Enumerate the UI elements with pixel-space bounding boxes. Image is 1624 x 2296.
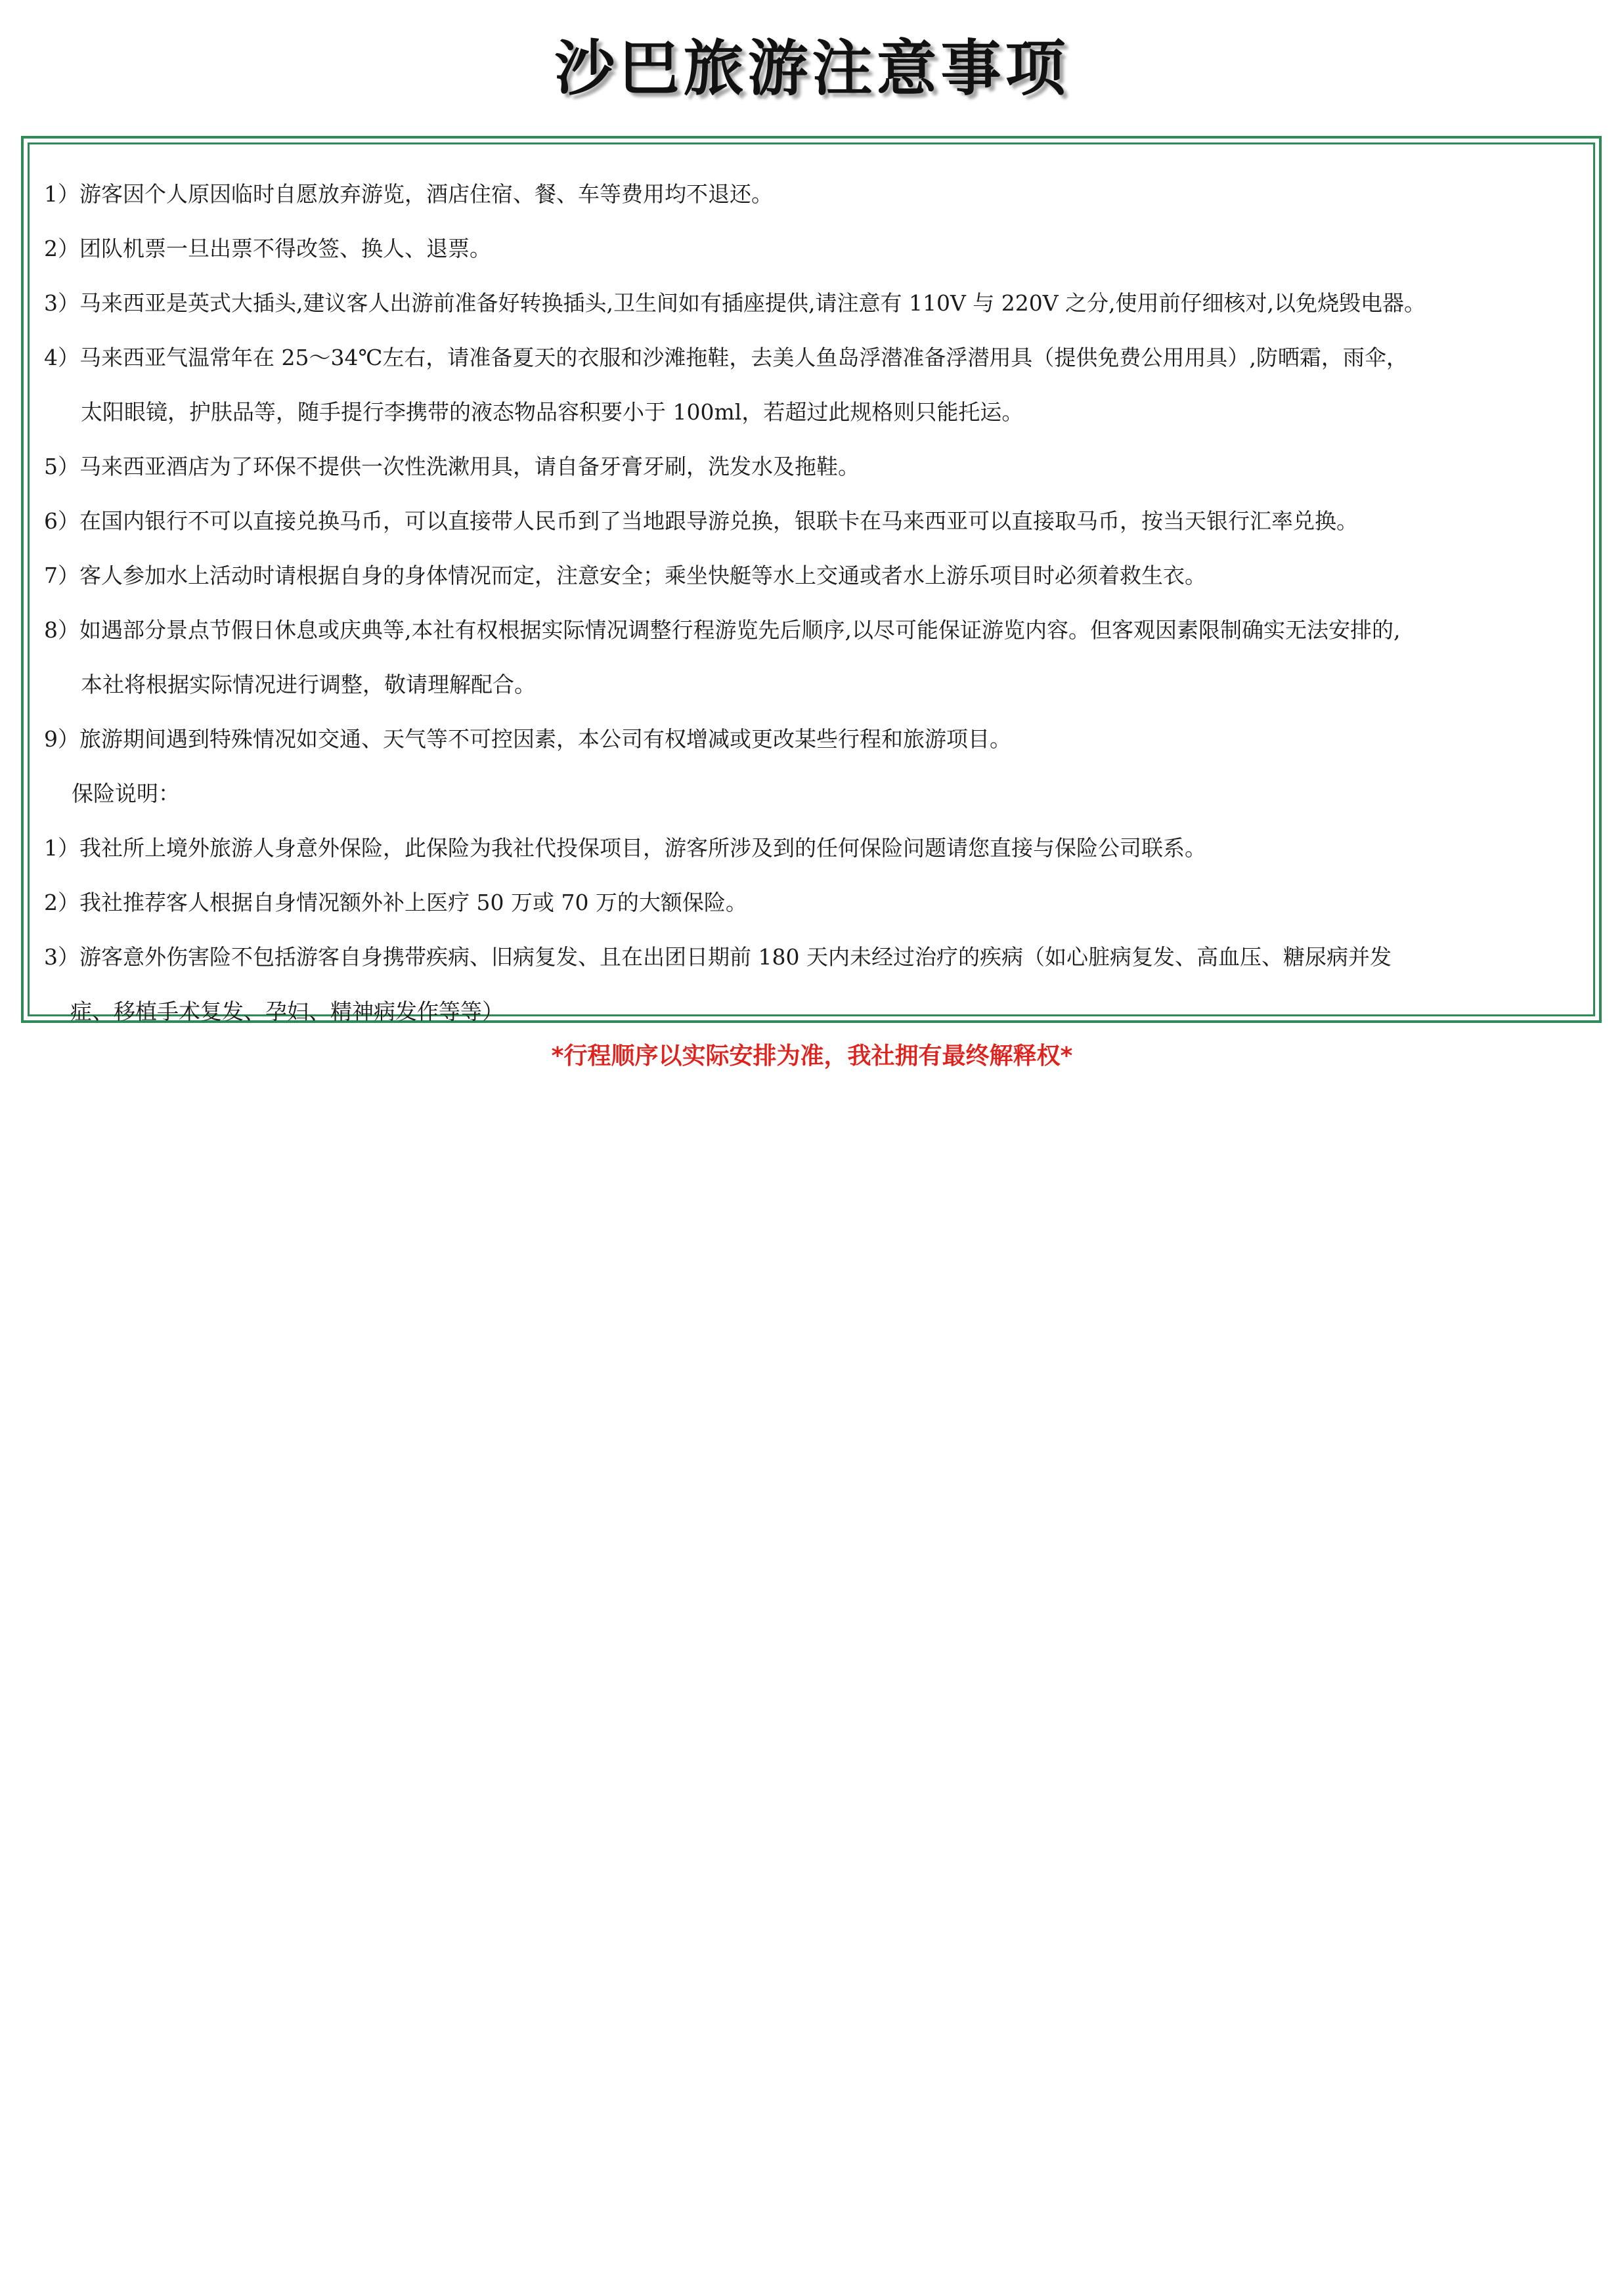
notice-item-8: 8）如遇部分景点节假日休息或庆典等,本社有权根据实际情况调整行程游览先后顺序,以尽可能保证游览内容。但客观因素限制确实无法安排的,	[44, 617, 1401, 643]
notice-list	[28, 142, 1595, 1024]
notice-item-2: 2）团队机票一旦出票不得改签、换人、退票。	[44, 236, 491, 261]
insurance-item-3-continued: 症、移植手术复发、孕妇、精神病发作等等）	[70, 999, 504, 1024]
notice-item-7: 7）客人参加水上活动时请根据自身的身体情况而定，注意安全；乘坐快艇等水上交通或者水上游乐项目时必须着救生衣。	[44, 563, 1206, 588]
notice-box	[21, 136, 1602, 1023]
page-title: 沙巴旅游注意事项	[554, 33, 1070, 104]
notice-item-6: 6）在国内银行不可以直接兑换马币，可以直接带人民币到了当地跟导游兑换，银联卡在马来西亚可以直接取马币，按当天银行汇率兑换。	[44, 508, 1358, 534]
notice-item-5: 5）马来西亚酒店为了环保不提供一次性洗漱用具，请自备牙膏牙刷，洗发水及拖鞋。	[44, 454, 860, 479]
insurance-item-2: 2）我社推荐客人根据自身情况额外补上医疗 50 万或 70 万的大额保险。	[44, 890, 747, 915]
notice-item-1: 1）游客因个人原因临时自愿放弃游览，酒店住宿、餐、车等费用均不退还。	[44, 181, 773, 207]
notice-item-4-continued: 太阳眼镜，护肤品等，随手提行李携带的液态物品容积要小于 100ml，若超过此规格则只能托运。	[81, 399, 1024, 425]
insurance-item-3: 3）游客意外伤害险不包括游客自身携带疾病、旧病复发、且在出团日期前 180 天内未经过治疗的疾病（如心脏病复发、高血压、糖尿病并发	[44, 944, 1392, 970]
disclaimer-note: *行程顺序以实际安排为准，我社拥有最终解释权*	[551, 1043, 1073, 1070]
notice-item-4: 4）马来西亚气温常年在 25～34℃左右，请准备夏天的衣服和沙滩拖鞋，去美人鱼岛浮潜准备浮潜用具（提供免费公用用具）,防晒霜，雨伞，	[44, 345, 1408, 370]
notice-item-3: 3）马来西亚是英式大插头,建议客人出游前准备好转换插头,卫生间如有插座提供,请注意有 110V 与 220V 之分,使用前仔细核对,以免烧毁电器。	[44, 290, 1426, 316]
insurance-heading: 保险说明：	[72, 781, 180, 806]
notice-item-9: 9）旅游期间遇到特殊情况如交通、天气等不可控因素，本公司有权增减或更改某些行程和旅游项目。	[44, 726, 1011, 752]
notice-item-8-continued: 本社将根据实际情况进行调整，敬请理解配合。	[81, 672, 536, 697]
insurance-item-1: 1）我社所上境外旅游人身意外保险，此保险为我社代投保项目，游客所涉及到的任何保险问题请您直接与保险公司联系。	[44, 835, 1206, 861]
